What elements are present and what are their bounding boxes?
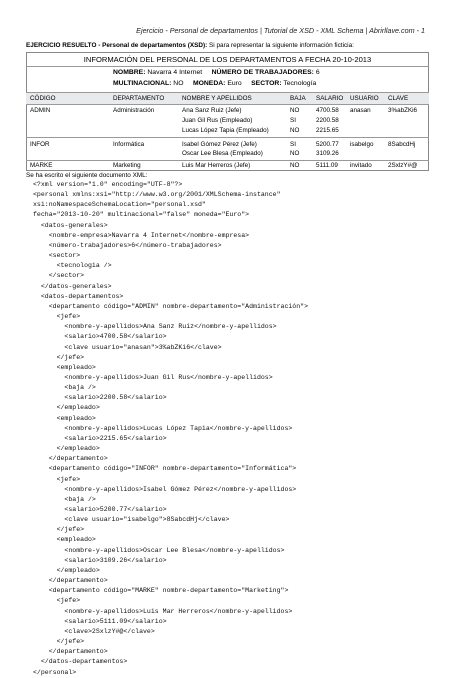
xml-code-line: </sector>	[33, 272, 85, 280]
xml-code-line: <datos-generales>	[33, 221, 108, 229]
cell-salary: 3109.26	[316, 150, 339, 157]
xml-code-line: <nombre-y-apellidos>Lucas López Tapia</nombre-y-apellidos>	[33, 424, 293, 432]
cell-department-marke: Marketing	[113, 162, 141, 169]
xml-code-line: <baja />	[33, 384, 96, 392]
xml-code-line: </jefe>	[33, 353, 85, 361]
xml-code-line: <departamento código="MARKE" nombre-departamento="Marketing">	[33, 587, 289, 595]
cell-department-admin: Administración	[113, 107, 155, 114]
cell-name: Ana Sanz Ruiz (Jefe)	[182, 107, 242, 114]
xml-code-line: <salario>2200.58</salario>	[33, 394, 167, 402]
xml-code-line: </jefe>	[33, 526, 85, 534]
sector-value: Tecnología	[283, 80, 317, 87]
cell-leave: NO	[290, 150, 300, 157]
column-header-leave: BAJA	[290, 95, 306, 102]
cell-code-infor: INFOR	[30, 141, 50, 148]
xml-code-line: <nombre-y-apellidos>Oscar Lee Blesa</nombre-y-apellidos>	[33, 546, 285, 554]
xml-code-line: <jefe>	[33, 597, 81, 605]
xml-code-line: <jefe>	[33, 313, 81, 321]
info-table-title: INFORMACIÓN DEL PERSONAL DE LOS DEPARTAMENTOS A FECHA 20-10-2013	[83, 55, 372, 64]
cell-salary: 5200.77	[316, 141, 339, 148]
xml-code-line: <nombre-y-apellidos>Luis Mar Herreros</nombre-y-apellidos>	[33, 607, 293, 615]
row-divider	[26, 137, 429, 138]
cell-password: 8SabcdHj	[388, 141, 416, 148]
xml-code-line: </jefe>	[33, 638, 85, 646]
cell-leave: NO	[290, 107, 300, 114]
xml-code-line: <datos-departamentos>	[33, 292, 124, 300]
multinational-label: MULTINACIONAL:	[113, 80, 172, 87]
cell-password: 3%abZKi6	[388, 107, 418, 114]
workers-label: NÚMERO DE TRABAJADORES:	[211, 69, 314, 76]
cell-name: Luis Mar Herreros (Jefe)	[182, 162, 251, 169]
company-info-line-2	[113, 80, 316, 87]
xml-code-line: <nombre-y-apellidos>Isabel Gómez Pérez</nombre-y-apellidos>	[33, 485, 297, 493]
title-divider	[26, 66, 429, 67]
xml-code-line: <salario>2215.65</salario>	[33, 434, 167, 442]
xml-code-line: <nombre-empresa>Navarra 4 Internet</nombre-empresa>	[33, 231, 250, 239]
xml-code-line: xsi:noNamespaceSchemaLocation="personal.xsd"	[33, 201, 206, 209]
xml-code-line: <tecnologia />	[33, 262, 112, 270]
cell-code-marke: MARKE	[30, 162, 53, 169]
company-name-label: NOMBRE:	[113, 69, 146, 76]
column-header-salary: SALARIO	[316, 95, 344, 102]
xml-code-line: <personal xmlns:xsi="http://www.w3.org/2001/XMLSchema-instance"	[33, 191, 281, 199]
xml-code-line: </personal>	[33, 668, 77, 676]
running-header: Ejercicio - Personal de departamentos | Tutorial de XSD - XML Schema | Abrirllave.com - 1	[136, 26, 425, 35]
xml-code-line: </datos-departamentos>	[33, 658, 128, 666]
cell-salary: 4700.58	[316, 107, 339, 114]
cell-leave: SI	[290, 141, 296, 148]
cell-leave: SI	[290, 117, 296, 124]
cell-name: Juan Gil Rus (Empleado)	[182, 117, 253, 124]
cell-name: Lucas López Tapia (Empleado)	[182, 127, 269, 134]
cell-leave: NO	[290, 162, 300, 169]
cell-user: anasan	[350, 107, 371, 114]
xml-code-line: <departamento código="INFOR" nombre-departamento="Informática">	[33, 465, 297, 473]
xml-code-line: </datos-generales>	[33, 282, 112, 290]
xml-code-line: </departamento>	[33, 648, 108, 656]
cell-user: isabelgo	[350, 141, 374, 148]
xml-code-line: <nombre-y-apellidos>Ana Sanz Ruiz</nombre-y-apellidos>	[33, 323, 277, 331]
xml-code-line: </empleado>	[33, 445, 100, 453]
multinational-value: NO	[173, 80, 184, 87]
xml-intro-text: Se ha escrito el siguiente documento XML:	[26, 172, 148, 179]
xml-code-line: <nombre-y-apellidos>Juan Gil Rus</nombre-y-apellidos>	[33, 373, 273, 381]
cell-code-admin: ADMIN	[30, 107, 51, 114]
xml-code-line: <salario>5111.09</salario>	[33, 617, 167, 625]
xml-code-line: <salario>5200.77</salario>	[33, 506, 167, 513]
exercise-title: EJERCICIO RESUELTO - Personal de departamentos (XSD):	[26, 42, 208, 49]
xml-code-line: <número-trabajadores>6</número-trabajadores>	[33, 241, 222, 249]
xml-code-line: </empleado>	[33, 566, 100, 574]
exercise-description: Si para representar la siguiente información ficticia:	[207, 42, 354, 49]
currency-label: MONEDA:	[192, 80, 226, 87]
xml-code-line: <?xml version="1.0" encoding="UTF-8"?>	[33, 181, 183, 188]
exercise-intro	[26, 42, 436, 49]
xml-code-line: fecha="2013-10-20" multinacional="false" moneda="Euro">	[33, 211, 250, 219]
cell-department-infor: Informática	[113, 141, 145, 148]
xml-code-line: <clave usuario="isabelgo">8SabcdHj</clave>	[33, 516, 230, 524]
xml-code-block	[33, 180, 308, 678]
company-info-line-1	[113, 69, 320, 76]
workers-value: 6	[315, 69, 320, 76]
column-header-department: DEPARTAMENTO	[113, 95, 165, 102]
cell-salary: 2200.58	[316, 117, 339, 124]
currency-value: Euro	[227, 80, 242, 87]
xml-code-line: </departamento>	[33, 577, 108, 585]
cell-password: 2SxlzY#@	[388, 162, 418, 169]
xml-code-line: <clave>2SxlzY#@</clave>	[33, 627, 155, 635]
cell-name: Oscar Lee Blesa (Empleado)	[182, 150, 263, 157]
xml-code-line: <empleado>	[33, 536, 96, 544]
xml-code-line: </empleado>	[33, 404, 100, 412]
xml-code-line: <sector>	[33, 252, 81, 260]
cell-salary: 5111.09	[316, 162, 338, 169]
xml-code-line: <clave usuario="anasan">3%abZKi6</clave>	[33, 343, 222, 351]
column-header-code: CÓDIGO	[30, 95, 56, 102]
xml-code-line: <salario>3109.26</salario>	[33, 556, 167, 564]
cell-user: invitado	[350, 162, 372, 169]
column-header-name: NOMBRE Y APELLIDOS	[182, 95, 252, 102]
cell-salary: 2215.65	[316, 127, 339, 134]
column-header-user: USUARIO	[350, 95, 379, 102]
xml-code-line: <jefe>	[33, 475, 81, 483]
xml-code-line: <departamento código="ADMIN" nombre-departamento="Administración">	[33, 302, 309, 310]
company-name-value: Navarra 4 Internet	[147, 69, 203, 76]
row-divider	[26, 160, 429, 161]
xml-code-line: </departamento>	[33, 455, 108, 463]
xml-code-line: <salario>4700.58</salario>	[33, 333, 167, 341]
column-header-password: CLAVE	[388, 95, 409, 102]
cell-leave: NO	[290, 127, 300, 134]
cell-name: Isabel Gómez Pérez (Jefe)	[182, 141, 257, 148]
xml-code-line: <empleado>	[33, 363, 96, 371]
xml-code-line: <baja />	[33, 495, 96, 503]
sector-label: SECTOR:	[251, 80, 282, 87]
xml-code-line: <empleado>	[33, 414, 96, 422]
